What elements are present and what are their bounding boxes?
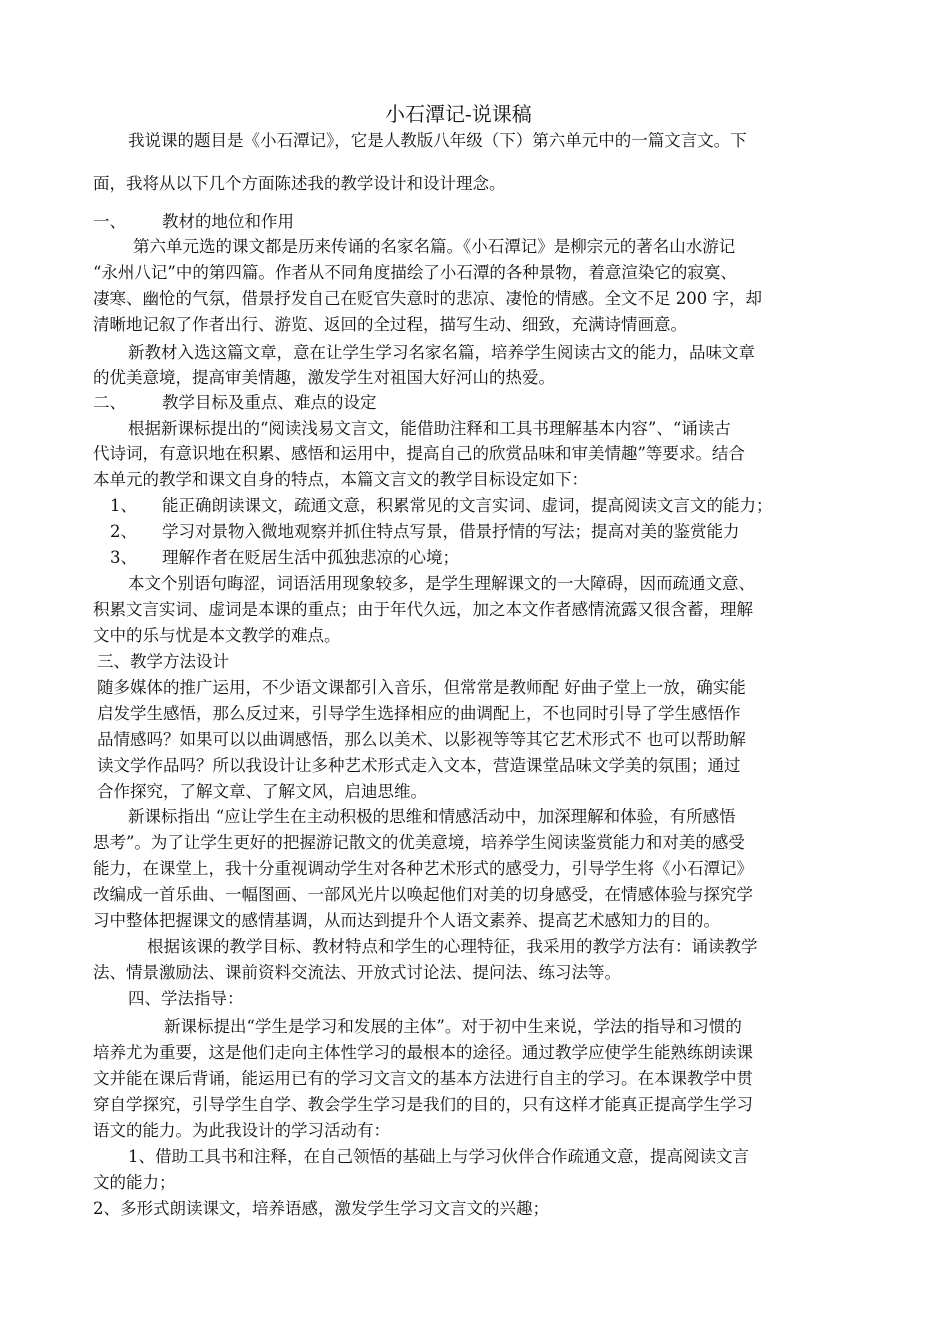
paragraph-line: 读文学作品吗？所以我设计让多种艺术形式走入文本，营造课堂品味文学美的氛围；通过 <box>97 756 741 775</box>
paragraph-line: 新教材入选这篇文章，意在让学生学习名家名篇，培养学生阅读古文的能力，品味文章 <box>128 343 755 362</box>
paragraph-line: 语文的能力。为此我设计的学习活动有： <box>93 1121 390 1140</box>
paragraph-line: 文中的乐与忧是本文教学的难点。 <box>93 626 341 645</box>
paragraph-line: 本文个别语句晦涩，词语活用现象较多，是学生理解课文的一大障碍，因而疏通文意、 <box>128 574 755 593</box>
goal-text: 理解作者在贬居生活中孤独悲凉的心境； <box>162 548 459 567</box>
paragraph-line: 品情感吗？如果可以以曲调感悟，那么以美术、以影视等等其它艺术形式不 也可以帮助解 <box>97 730 746 749</box>
paragraph-line: 第六单元选的课文都是历来传诵的名家名篇。《小石潭记》是柳宗元的著名山水游记 <box>133 237 736 256</box>
paragraph-line: “永州八记”中的第四篇。作者从不同角度描绘了小石潭的各种景物，着意渲染它的寂寞、 <box>93 263 737 282</box>
paragraph-line: 新课标指出 “应让学生在主动积极的思维和情感活动中，加深理解和体验，有所感悟 <box>128 807 736 826</box>
section-heading: 四、学法指导： <box>128 989 244 1008</box>
paragraph-line: 能力，在课堂上，我十分重视调动学生对各种艺术形式的感受力，引导学生将《小石潭记》 <box>93 859 753 878</box>
section-number: 一、 <box>93 212 126 231</box>
paragraph-line: 积累文言实词、虚词是本课的重点；由于年代久远，加之本文作者感情流露又很含蓄，理解 <box>93 600 753 619</box>
activity-line: 2、多形式朗读课文，培养语感，激发学生学习文言文的兴趣； <box>93 1199 549 1218</box>
paragraph-line: 合作探究，了解文章、了解文风，启迪思维。 <box>97 782 427 801</box>
section-number: 二、 <box>93 393 126 412</box>
paragraph-line: 凄寒、幽怆的气氛，借景抒发自己在贬官失意时的悲凉、凄怆的情感。全文不足 200 字，却 <box>93 289 762 308</box>
paragraph-line: 思考”。为了让学生更好的把握游记散文的优美意境，培养学生阅读鉴赏能力和对美的感受 <box>93 833 745 852</box>
paragraph-line: 根据该课的教学目标、教材特点和学生的心理特征，我采用的教学方法有：诵读教学 <box>147 937 758 956</box>
goal-number: 2、 <box>110 522 137 541</box>
paragraph-line: 随多媒体的推广运用，不少语文课都引入音乐，但常常是教师配 好曲子堂上一放，确实能 <box>97 678 746 697</box>
paragraph-line: 的优美意境，提高审美情趣，激发学生对祖国大好河山的热爱。 <box>93 368 555 387</box>
paragraph-line: 新课标提出“学生是学习和发展的主体”。对于初中生来说，学法的指导和习惯的 <box>164 1017 742 1036</box>
activity-line: 1、借助工具书和注释，在自己领悟的基础上与学习伙伴合作疏通文意，提高阅读文言 <box>128 1147 749 1166</box>
section-heading: 教材的地位和作用 <box>162 212 294 231</box>
page-title: 小石潭记-说课稿 <box>385 102 532 126</box>
paragraph-line: 习中整体把握课文的感情基调，从而达到提升个人语文素养、提高艺术感知力的目的。 <box>93 911 720 930</box>
paragraph-line: 启发学生感悟，那么反过来，引导学生选择相应的曲调配上，不也同时引导了学生感悟作 <box>97 704 741 723</box>
paragraph-line: 法、情景激励法、课前资料交流法、开放式讨论法、提问法、练习法等。 <box>93 963 621 982</box>
activity-line: 文的能力； <box>93 1173 176 1192</box>
paragraph-line: 本单元的教学和课文自身的特点，本篇文言文的教学目标设定如下： <box>93 470 588 489</box>
paragraph-line: 根据新课标提出的“阅读浅易文言文，能借助注释和工具书理解基本内容”、“诵读古 <box>128 419 731 438</box>
paragraph-line: 穿自学探究，引导学生自学、教会学生学习是我们的目的，只有这样才能真正提高学生学习 <box>93 1095 753 1114</box>
section-heading: 三、教学方法设计 <box>97 652 229 671</box>
paragraph-line: 清晰地记叙了作者出行、游览、返回的全过程，描写生动、细致，充满诗情画意。 <box>93 315 687 334</box>
goal-number: 1、 <box>110 496 137 515</box>
goal-text: 学习对景物入微地观察并抓住特点写景，借景抒情的写法；提高对美的鉴赏能力 <box>162 522 740 541</box>
paragraph-line: 改编成一首乐曲、一幅图画、一部风光片以唤起他们对美的切身感受，在情感体验与探究学 <box>93 885 753 904</box>
goal-text: 能正确朗读课文，疏通文意，积累常见的文言实词、虚词，提高阅读文言文的能力； <box>162 496 773 515</box>
paragraph-line: 代诗词，有意识地在积累、感悟和运用中，提高自己的欣赏品味和审美情趣”等要求。结合 <box>93 444 745 463</box>
paragraph-line: 培养尤为重要，这是他们走向主体性学习的最根本的途径。通过教学应使学生能熟练朗读课 <box>93 1043 753 1062</box>
paragraph-line: 文并能在课后背诵，能运用已有的学习文言文的基本方法进行自主的学习。在本课教学中贯 <box>93 1069 753 1088</box>
intro-line: 面，我将从以下几个方面陈述我的教学设计和设计理念。 <box>93 174 506 193</box>
section-heading: 教学目标及重点、难点的设定 <box>162 393 377 412</box>
intro-line: 我说课的题目是《小石潭记》，它是人教版八年级（下）第六单元中的一篇文言文。下 <box>128 131 747 150</box>
goal-number: 3、 <box>110 548 137 567</box>
